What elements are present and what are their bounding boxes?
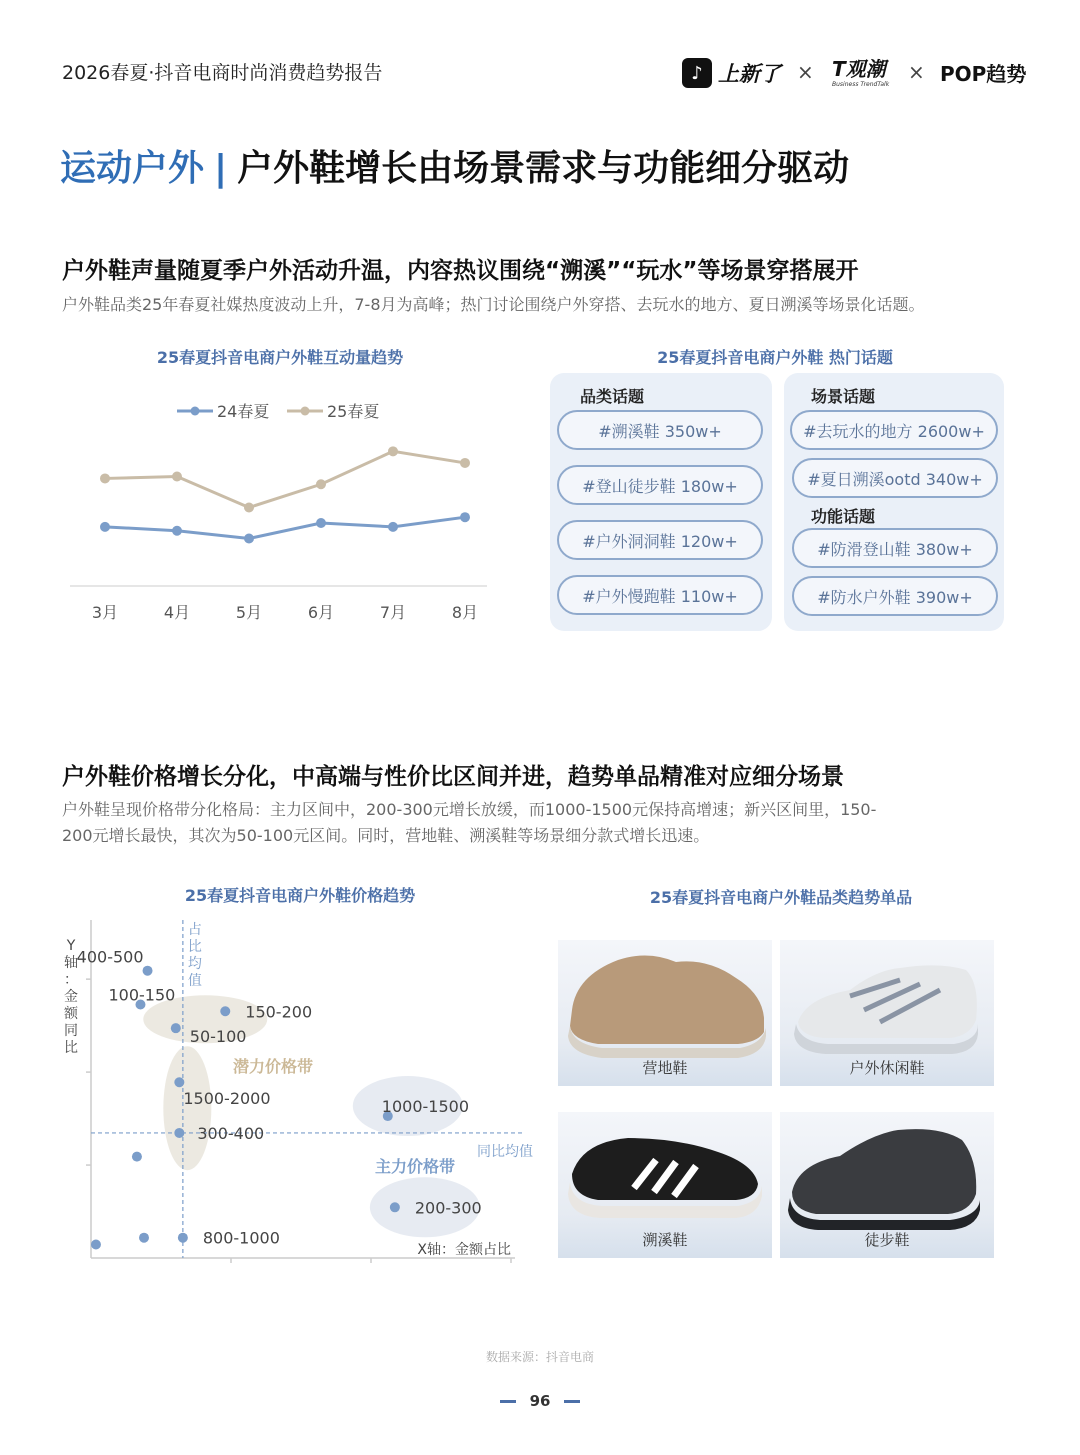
line-chart-x-tick-3: 5月 — [235, 603, 263, 622]
scene-topics-title: 场景话题 — [811, 387, 876, 406]
y-axis-label-char-6: 同 — [64, 1023, 78, 1039]
section1-desc: 户外鞋品类25年春夏社媒热度波动上升，7-8月为高峰；热门讨论围绕户外穿搭、去玩水的地方、夏日溯溪等场景化话题。 — [62, 295, 925, 314]
topic-pill-category-1[interactable]: #溯溪鞋 350w+ — [557, 410, 763, 450]
y-axis-label-char-2: 轴 — [64, 955, 78, 971]
topics-title: 25春夏抖音电商户外鞋 热门话题 — [657, 348, 893, 367]
scatter-point-11 — [139, 1233, 149, 1243]
brand-tguanchao-logo — [832, 58, 889, 88]
topic-pill-scene-2[interactable]: #夏日溯溪ootd 340w+ — [792, 458, 998, 498]
douyin-bag-icon: ♪ — [682, 58, 712, 88]
section2-heading: 户外鞋价格增长分化，中高端与性价比区间并进，趋势单品精准对应细分场景 — [62, 764, 844, 790]
product-label-camp-shoe: 营地鞋 — [642, 1059, 688, 1077]
series-1-point-6 — [460, 512, 470, 522]
series-1-point-4 — [316, 518, 326, 528]
scatter-point-label-3: 50-100 — [189, 1027, 247, 1047]
creek-shoe-upper — [572, 1138, 758, 1200]
series-1-point-1 — [100, 522, 110, 532]
series-2-point-5 — [388, 446, 398, 456]
y-ref-label: 同比均值 — [477, 1144, 533, 1160]
camp-shoe-upper — [570, 955, 764, 1044]
scatter-point-label-9: 200-300 — [414, 1198, 482, 1218]
scatter-point-label-10: 800-1000 — [202, 1228, 280, 1248]
topic-pill-category-2[interactable]: #登山徒步鞋 180w+ — [557, 465, 763, 505]
topic-pill-category-3[interactable]: #户外洞洞鞋 120w+ — [557, 520, 763, 560]
data-source: 数据来源：抖音电商 — [485, 1350, 594, 1364]
line-chart-x-tick-4: 6月 — [307, 603, 335, 622]
group-label-main: 主力价格带 — [375, 1157, 456, 1176]
scatter-point-6 — [174, 1128, 184, 1138]
x-ref-label-char-2: 比 — [187, 939, 202, 955]
line-chart-x-tick-5: 7月 — [379, 603, 407, 622]
page-title-text: 户外鞋增长由场景需求与功能细分驱动 — [237, 148, 850, 189]
page-number-text: 96 — [529, 1392, 551, 1410]
series-2-point-4 — [316, 479, 326, 489]
category-topics-title: 品类话题 — [580, 387, 645, 406]
section1-heading: 户外鞋声量随夏季户外活动升温，内容热议围绕“溯溪”“玩水”等场景穿搭展开 — [62, 258, 859, 284]
legend-marker-2 — [301, 407, 310, 416]
hiking-shoe-upper — [792, 1129, 976, 1214]
scatter-point-label-2: 100-150 — [108, 985, 176, 1005]
scatter-point-label-6: 300-400 — [197, 1123, 265, 1143]
products-title: 25春夏抖音电商户外鞋品类趋势单品 — [649, 888, 913, 907]
page-title-separator: | — [214, 148, 228, 189]
scatter-point-label-5: 1500-2000 — [183, 1089, 271, 1109]
scatter-point-1 — [143, 966, 153, 976]
page-title-category: 运动户外 — [60, 148, 205, 189]
line-chart-x-tick-6: 8月 — [451, 603, 479, 622]
x-ref-label-char-4: 值 — [187, 973, 202, 989]
page-dash-left — [500, 1400, 516, 1403]
series-2-point-3 — [244, 503, 254, 513]
brand-tguanchao-sub: Business TrendTalk — [832, 81, 890, 88]
product-label-hiking-shoe: 徒步鞋 — [864, 1231, 910, 1249]
legend-marker-1 — [191, 407, 200, 416]
function-topics-title: 功能话题 — [811, 507, 876, 526]
series-1-point-5 — [388, 522, 398, 532]
topic-pill-scene-1[interactable]: #去玩水的地方 2600w+ — [790, 410, 998, 450]
line-chart — [65, 390, 505, 650]
scatter-chart — [55, 910, 535, 1270]
line-chart-title: 25春夏抖音电商户外鞋互动量趋势 — [156, 348, 404, 367]
page-dash-right — [564, 1400, 580, 1403]
legend-label-1: 24春夏 — [217, 402, 270, 421]
page-title — [60, 140, 849, 191]
topic-pill-function-2[interactable]: #防水户外鞋 390w+ — [792, 576, 998, 616]
series-line-2 — [105, 451, 465, 507]
y-axis-label-char-4: 金 — [64, 989, 78, 1005]
brand-tguanchao-text: T观潮 — [832, 57, 886, 81]
x-ref-label-char-1: 占 — [187, 922, 202, 938]
brand-separator-1: × — [797, 60, 814, 84]
group-label-potential: 潜力价格带 — [233, 1057, 314, 1076]
brand-pop-logo: POP趋势 — [940, 62, 1027, 86]
series-1-point-2 — [172, 526, 182, 536]
line-chart-x-tick-2: 4月 — [163, 603, 191, 622]
brand-douyin-text: 上新了 — [718, 62, 781, 86]
x-ref-label-char-3: 均 — [187, 956, 202, 972]
series-1-point-3 — [244, 534, 254, 544]
scatter-point-10 — [178, 1233, 188, 1243]
scatter-point-5 — [174, 1077, 184, 1087]
scatter-point-12 — [91, 1239, 101, 1249]
topic-pill-function-1[interactable]: #防滑登山鞋 380w+ — [792, 528, 998, 568]
scatter-point-9 — [390, 1202, 400, 1212]
y-axis-label-char-1: Y — [66, 938, 76, 954]
series-line-1 — [105, 517, 465, 538]
series-2-point-6 — [460, 458, 470, 468]
scatter-chart-title: 25春夏抖音电商户外鞋价格趋势 — [184, 886, 416, 905]
page-number — [0, 1392, 1080, 1410]
scatter-point-3 — [171, 1023, 181, 1033]
brand-douyin-logo — [682, 58, 781, 88]
product-card-camp-shoe[interactable] — [558, 940, 772, 1086]
scatter-point-label-4: 150-200 — [245, 1002, 313, 1022]
legend-label-2: 25春夏 — [327, 402, 380, 421]
brand-separator-2: × — [908, 60, 925, 84]
series-2-point-1 — [100, 473, 110, 483]
product-label-outdoor-casual-shoe: 户外休闲鞋 — [849, 1059, 925, 1077]
product-card-creek-shoe[interactable] — [558, 1112, 772, 1258]
y-axis-label-char-5: 额 — [64, 1006, 78, 1022]
x-axis-label: X轴：金额占比 — [417, 1242, 511, 1258]
product-card-outdoor-casual-shoe[interactable] — [780, 940, 994, 1086]
scatter-point-label-1: 400-500 — [76, 947, 144, 967]
y-axis-label-char-3: ： — [64, 972, 78, 988]
section2-desc-line2: 200元增长最快，其次为50-100元区间。同时，营地鞋、溯溪鞋等场景细分款式增长迅速。 — [62, 826, 710, 845]
scatter-point-4 — [220, 1006, 230, 1016]
section2-desc-line1: 户外鞋呈现价格带分化格局：主力区间中，200-300元增长放缓，而1000-1500元保持高增速；新兴区间里，150- — [62, 800, 877, 819]
series-2-point-2 — [172, 472, 182, 482]
product-card-hiking-shoe[interactable] — [780, 1112, 994, 1258]
report-title: 2026春夏·抖音电商时尚消费趋势报告 — [62, 62, 383, 84]
line-chart-x-tick-1: 3月 — [91, 603, 119, 622]
scatter-point-label-7: 1000-1500 — [381, 1097, 470, 1117]
product-label-creek-shoe: 溯溪鞋 — [642, 1231, 688, 1249]
scatter-point-8 — [132, 1152, 142, 1162]
topic-pill-category-4[interactable]: #户外慢跑鞋 110w+ — [557, 575, 763, 615]
y-axis-label-char-7: 比 — [64, 1040, 78, 1056]
